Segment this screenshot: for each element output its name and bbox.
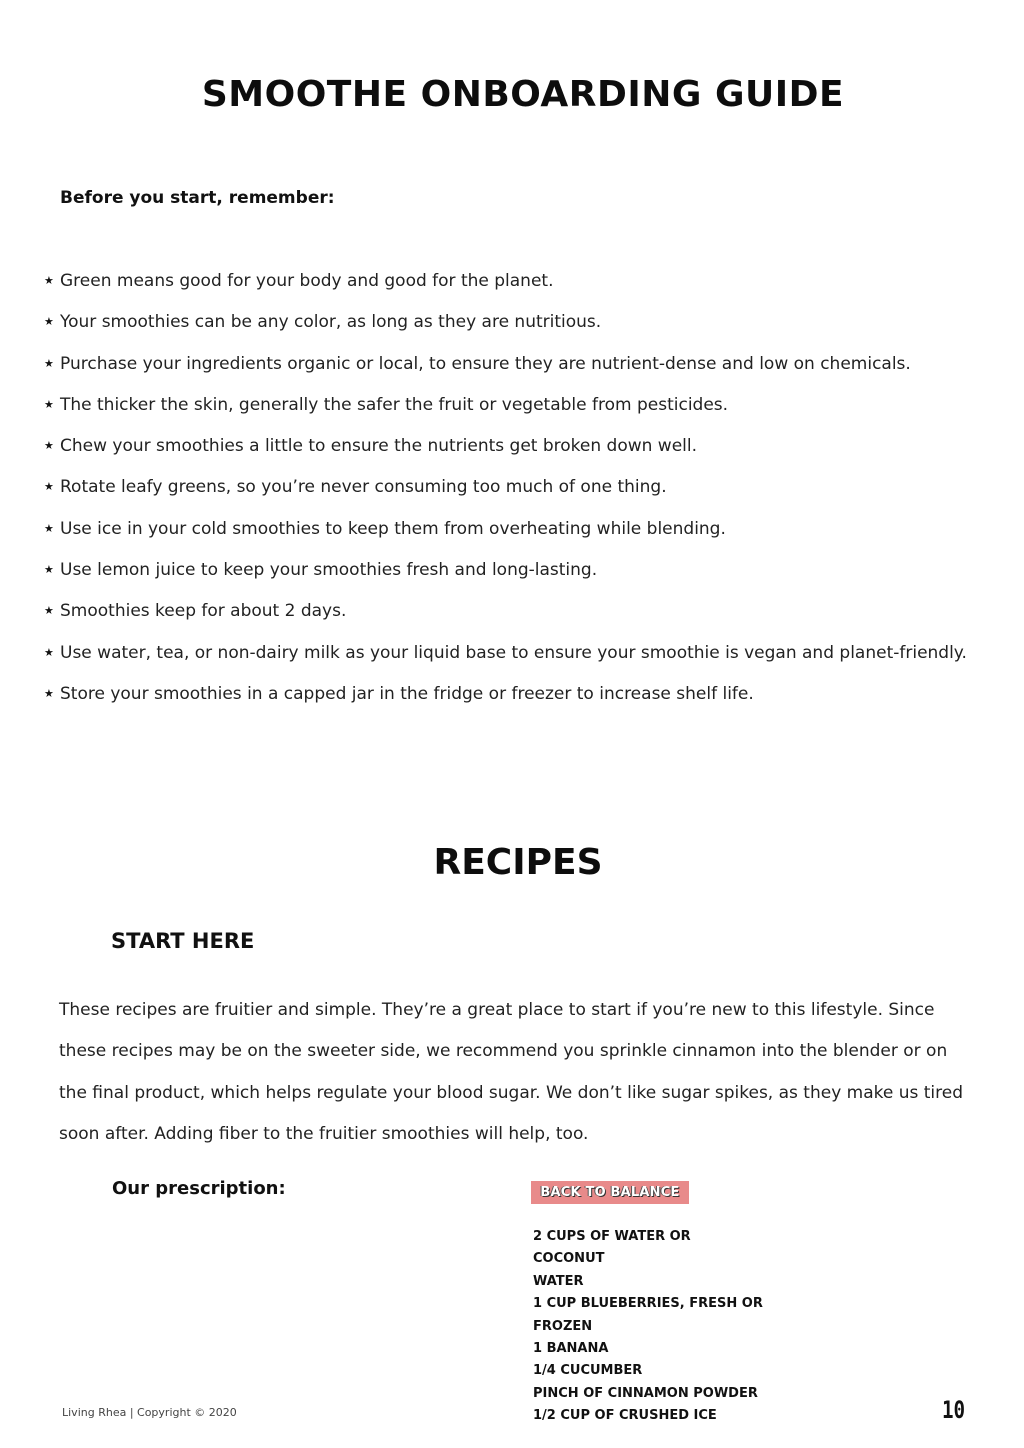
list-item [44,559,967,600]
list-item [44,270,967,311]
ingredient-line: 1 CUP BLUEBERRIES, FRESH OR [533,1296,763,1312]
tip-text: Use ice in your cold smoothies to keep them from overheating while blending. [60,518,726,539]
ingredient-line: PINCH OF CINNAMON POWDER [533,1385,758,1401]
page-number: 10 [942,1396,966,1424]
tip-text: Store your smoothies in a capped jar in the fridge or freezer to increase shelf life. [60,683,754,704]
intro-heading: Before you start, remember: [60,188,335,208]
tip-text: Chew your smoothies a little to ensure the nutrients get broken down well. [60,436,698,457]
tip-text: The thicker the skin, generally the safer the fruit or vegetable from pesticides. [60,394,729,415]
list-item [44,394,967,435]
ingredient-line: 1/4 CUCUMBER [533,1363,643,1379]
list-item [44,476,967,517]
tip-text: Your smoothies can be any color, as long as they are nutritious. [60,312,602,333]
page-title: SMOOTHE ONBOARDING GUIDE [201,74,845,115]
paragraph-line: soon after. Adding fiber to the fruitier smoothies will help, too. [59,1123,589,1144]
list-item [44,311,967,352]
star-icon: ★ [44,604,54,618]
star-icon: ★ [44,397,54,411]
ingredient-line: WATER [533,1273,584,1289]
star-icon: ★ [44,645,54,659]
ingredient-line: FROZEN [533,1318,593,1334]
list-item [44,642,967,683]
paragraph-line: these recipes may be on the sweeter side, we recommend you sprinkle cinnamon into the blender or on [59,1041,948,1062]
tips-list [44,270,967,724]
star-icon: ★ [44,315,54,329]
recipe-name-badge: BACK TO BALANCE [531,1181,689,1204]
tip-text: Use lemon juice to keep your smoothies fresh and long-lasting. [60,560,598,581]
star-icon: ★ [44,563,54,577]
star-icon: ★ [44,439,54,453]
star-icon: ★ [44,480,54,494]
prescription-label: Our prescription: [112,1178,286,1199]
list-item [44,518,967,559]
section-heading-start-here: START HERE [111,929,255,953]
star-icon: ★ [44,356,54,370]
list-item [44,600,967,641]
tip-text: Use water, tea, or non-dairy milk as your liquid base to ensure your smoothie is vegan and planet-friendly. [60,642,967,663]
ingredient-line: 1/2 CUP OF CRUSHED ICE [533,1408,717,1424]
list-item [44,435,967,476]
ingredient-line: 1 BANANA [533,1341,609,1357]
tip-text: Purchase your ingredients organic or local, to ensure they are nutrient-dense and low on chemicals. [60,353,911,374]
tip-text: Rotate leafy greens, so you’re never consuming too much of one thing. [60,477,667,498]
recipes-intro-paragraph [59,990,964,1155]
star-icon: ★ [44,521,54,535]
paragraph-line: the final product, which helps regulate your blood sugar. We don’t like sugar spikes, as they make us tired [59,1082,964,1103]
tip-text: Smoothies keep for about 2 days. [60,601,347,622]
list-item [44,683,967,724]
footer-copyright: Living Rhea | Copyright © 2020 [62,1406,237,1419]
ingredient-list [533,1226,763,1428]
star-icon: ★ [44,274,54,287]
paragraph-line: These recipes are fruitier and simple. They’re a great place to start if you’re new to this lifestyle. Since [59,1000,935,1020]
star-icon: ★ [44,686,54,700]
ingredient-line: 2 CUPS OF WATER OR COCONUT [533,1229,691,1267]
list-item [44,353,967,394]
recipes-heading: RECIPES [433,842,603,883]
tip-text: Green means good for your body and good for the planet. [60,271,554,291]
